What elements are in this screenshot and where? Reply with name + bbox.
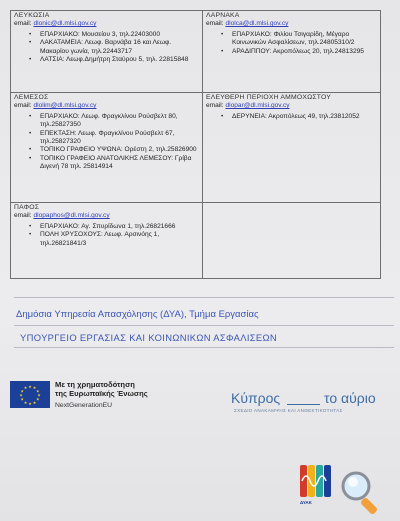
office-cell-empty: [203, 203, 381, 279]
email-label: email:: [206, 20, 224, 28]
svg-text:★: ★: [36, 396, 40, 402]
list-item: • ΠΟΛΗ ΧΡΥΣΟΧΟΥΣ: Λεωφ. Αρσινόης 1, τηλ.26821841/3: [40, 231, 199, 248]
list-item: • ΤΟΠΙΚΟ ΓΡΑΦΕΙΟ ΥΨΩΝΑ: Ορέστη 2, τηλ.25826900: [40, 146, 199, 154]
next-generation-eu-text: NextGenerationEU: [55, 402, 113, 409]
email-label: email:: [14, 212, 32, 220]
magnifier-icon[interactable]: [338, 468, 386, 516]
office-cell-paphos: [11, 203, 203, 279]
office-name: ΠΑΦΟΣ: [14, 204, 40, 211]
email-link-larnaca[interactable]: dlolca@dl.mlsi.gov.cy: [225, 20, 289, 28]
email-link-nicosia[interactable]: dlonic@dl.mlsi.gov.cy: [33, 20, 97, 28]
svg-text:★: ★: [23, 399, 28, 405]
eu-funding-text: της Ευρωπαϊκής Ένωσης: [55, 389, 148, 398]
office-cell-limassol: [11, 93, 203, 203]
offices-table: [10, 10, 381, 279]
email-link-limassol[interactable]: dlolim@dl.mlsi.gov.cy: [33, 102, 97, 110]
list-item: • ΕΠΑΡΧΙΑΚΟ: Μουσείου 3, τηλ.22403000: [40, 31, 199, 39]
list-item: • ΕΠΑΡΧΙΑΚΟ: Αγ. Σπυρίδωνα 1, τηλ.26821666: [40, 223, 199, 231]
list-item: • ΕΠΑΡΧΙΑΚΟ: Φιλίου Τσιγαρίδη, Μέγαρο Κοινωνικών Ασφαλίσεων, τηλ.24805310/2: [232, 31, 377, 48]
email-link-paphos[interactable]: dlopaphos@dl.mlsi.gov.cy: [33, 212, 110, 220]
email-label: email:: [14, 102, 32, 110]
svg-text:★: ★: [20, 396, 24, 402]
list-item: • ΛΑΤΣΙΑ: Λεωφ.Δημήτρη Σταύρου 5, τηλ. 22815848: [40, 56, 199, 64]
list-item: • ΛΑΚΑΤΑΜΕΙΑ: Λεωφ. Βαρνάβα 16 και Λεωφ. Μακαρίου γωνία, τηλ.22443717: [40, 39, 199, 56]
divider: [14, 347, 394, 348]
office-name: ΛΑΡΝΑΚΑ: [206, 12, 240, 19]
svg-text:★: ★: [23, 385, 28, 391]
kypros-subtitle: ΣΧΕΔΙΟ ΑΝΑΚΑΜΨΗΣ ΚΑΙ ΑΝΘΕΚΤΙΚΟΤΗΤΑΣ: [234, 408, 343, 413]
email-link-famagusta[interactable]: dlopar@dl.mlsi.gov.cy: [225, 102, 290, 110]
email-label: email:: [14, 20, 32, 28]
list-item: • ΤΟΠΙΚΟ ΓΡΑΦΕΙΟ ΑΝΑΤΟΛΙΚΗΣ ΛΕΜΕΣΟΥ: Γρίβα Διγενή 78 τηλ. 25814914: [40, 155, 199, 172]
list-item: • ΑΡΑΔΙΠΠΟΥ: Ακροπόλεως 20, τηλ.24813295: [232, 48, 377, 56]
office-name: ΛΕΜΕΣΟΣ: [14, 94, 49, 101]
kypros-logo-line: [287, 404, 320, 405]
office-name: ΕΛΕΥΘΕΡΗ ΠΕΡΙΟΧΗ ΑΜΜΟΧΩΣΤΟΥ: [206, 94, 332, 101]
divider: [14, 297, 394, 298]
svg-text:★: ★: [32, 399, 37, 405]
service-title: Δημόσια Υπηρεσία Απασχόλησης (ΔΥΑ), Τμήμα Εργασίας: [16, 309, 259, 320]
svg-text:★: ★: [32, 385, 37, 391]
svg-text:★: ★: [28, 401, 32, 406]
kypros-logo-text: Κύπρος: [231, 390, 281, 406]
ministry-title: ΥΠΟΥΡΓΕΙΟ ΕΡΓΑΣΙΑΣ ΚΑΙ ΚΟΙΝΩΝΙΚΩΝ ΑΣΦΑΛΙΣΕΩΝ: [20, 332, 278, 343]
kypros-logo-text: το αύριο: [324, 390, 376, 406]
eu-flag-icon: [10, 381, 50, 408]
office-cell-larnaca: [203, 11, 381, 93]
svg-text:★: ★: [28, 384, 32, 389]
office-cell-nicosia: [11, 11, 203, 93]
divider: [14, 325, 394, 326]
office-cell-famagusta: [203, 93, 381, 203]
list-item: • ΔΕΡΥΝΕΙΑ: Ακροπόλεως 49, τηλ.23812052: [232, 113, 377, 121]
svg-text:★: ★: [37, 392, 41, 398]
list-item: • ΕΠΕΚΤΑΣΗ: Λεωφ. Φραγκλίνου Ρούσβελτ 67, τηλ.25827320: [40, 130, 199, 147]
list-item: • ΕΠΑΡΧΙΑΚΟ: Λεωφ. Φραγκλίνου Ρούσβελτ 80, τηλ.25827350: [40, 113, 199, 130]
eu-funding-text: Με τη χρηματοδότηση: [55, 380, 135, 389]
email-label: email:: [206, 102, 224, 110]
svg-text:★: ★: [36, 388, 40, 394]
svg-text:★: ★: [20, 388, 24, 394]
svg-text:★: ★: [19, 392, 23, 398]
office-name: ΛΕΥΚΩΣΙΑ: [14, 12, 50, 19]
dya-logo-label: ΔΥΑΚ: [300, 500, 312, 505]
